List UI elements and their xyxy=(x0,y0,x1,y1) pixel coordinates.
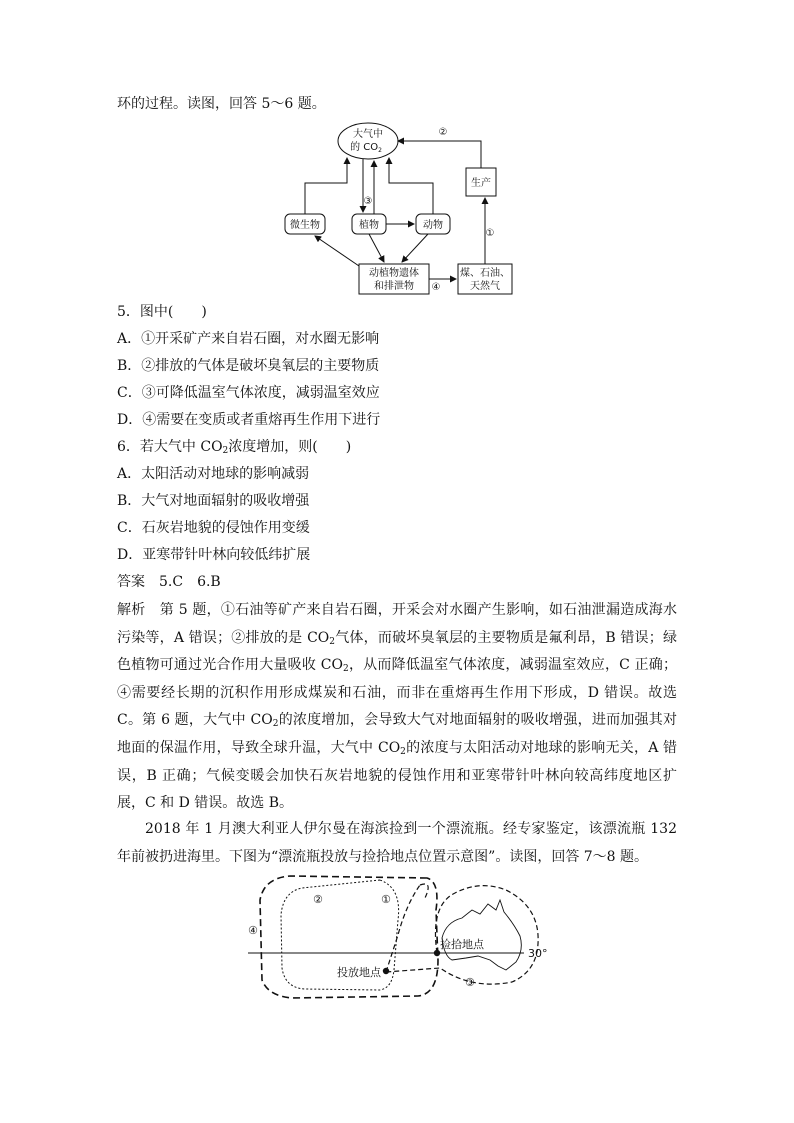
route-4-label: ④ xyxy=(248,924,258,937)
remains-label-1: 动植物遗体 xyxy=(369,268,419,279)
release-point xyxy=(383,968,389,974)
drift-bottle-map xyxy=(0,870,794,1010)
q6-option-c: C．石灰岩地貌的侵蚀作用变缓 xyxy=(117,520,310,536)
mark-2: ② xyxy=(438,127,448,138)
intro-fragment: 环的过程。读图，回答 5～6 题。 xyxy=(117,96,326,112)
australia-landmass xyxy=(442,900,521,970)
q6-option-a: A．太阳活动对地球的影响减弱 xyxy=(117,466,310,482)
route-3 xyxy=(386,886,538,984)
q5-stem: 5．图中( ) xyxy=(117,304,207,320)
q6-option-d: D．亚寒带针叶林向较低纬扩展 xyxy=(117,547,311,563)
intro-7-8: 2018 年 1 月澳大利亚人伊尔曼在海滨捡到一个漂流瓶。经专家鉴定，该漂流瓶 132 年前被扔进海里。下图为“漂流瓶投放与捡拾地点位置示意图”。读图，回答 7～8 题。 xyxy=(117,821,677,865)
remains-label-2: 和排泄物 xyxy=(374,281,414,292)
route-1-label: ① xyxy=(381,893,391,906)
q5-option-d: D．④需要在变质或者重熔再生作用下进行 xyxy=(117,412,381,428)
pickup-label: 捡拾地点 xyxy=(440,938,484,951)
atmosphere-label-1: 大气中 xyxy=(353,129,383,140)
q6-option-b: B．大气对地面辐射的吸收增强 xyxy=(117,493,310,509)
release-label: 投放地点 xyxy=(337,966,381,979)
fossil-label-1: 煤、石油、 xyxy=(460,268,510,279)
fossil-label-2: 天然气 xyxy=(470,281,500,292)
q5-option-b: B．②排放的气体是破坏臭氧层的主要物质 xyxy=(117,358,380,374)
route-3-label: ③ xyxy=(465,976,475,989)
route-1 xyxy=(386,885,420,972)
microbe-label: 微生物 xyxy=(290,220,320,231)
mark-1: ① xyxy=(485,228,495,239)
plant-label: 植物 xyxy=(359,220,379,231)
q5-option-c: C．③可降低温室气体浓度，减弱温室效应 xyxy=(117,385,380,401)
answer-line: 答案 5.C 6.B xyxy=(117,574,221,590)
q5-option-a: A．①开采矿产来自岩石圈，对水圈无影响 xyxy=(117,331,380,347)
animal-label: 动物 xyxy=(423,220,443,231)
mark-4: ④ xyxy=(431,282,441,293)
atmosphere-label-2: 的 $CO_2$ xyxy=(350,142,382,154)
route-2-label: ② xyxy=(313,893,323,906)
mark-3: ③ xyxy=(363,196,373,207)
q6-stem: 6．若大气中 $CO_2$浓度增加，则( ) xyxy=(117,439,352,456)
production-label: 生产 xyxy=(471,178,491,189)
analysis-paragraph: 解析 第 5 题，①石油等矿产来自岩石圈，开采会对水圈产生影响，如石油泄漏造成海水污染等，A 错误；②排放的是 $CO_2$气体，而破坏臭氧层的主要物质是氟利昂，B 错误；绿色植物可通过光合作用大量吸收 $CO_2$，从而降低温室气体浓度，减弱温室效应，C 正确；④需要经长期的沉积作用形成煤炭和石油，而非在重熔再生作用下形成，D 错误。故选 C。第 6 题，大气中 $CO_2$的浓度增加，会导致大气对地面辐射的吸收增强，进而加强其对地面的保温作用，导致全球升温，大气中 $CO_2$的浓度与太阳活动对地球的影响无关，A 错误，B 正确；气候变暖会加快石灰岩地貌的侵蚀作用和亚寒带针叶林向较高纬度地区扩展，C 和 D 错误。故选 B。 xyxy=(117,602,677,812)
latitude-label: 30° xyxy=(528,947,548,960)
